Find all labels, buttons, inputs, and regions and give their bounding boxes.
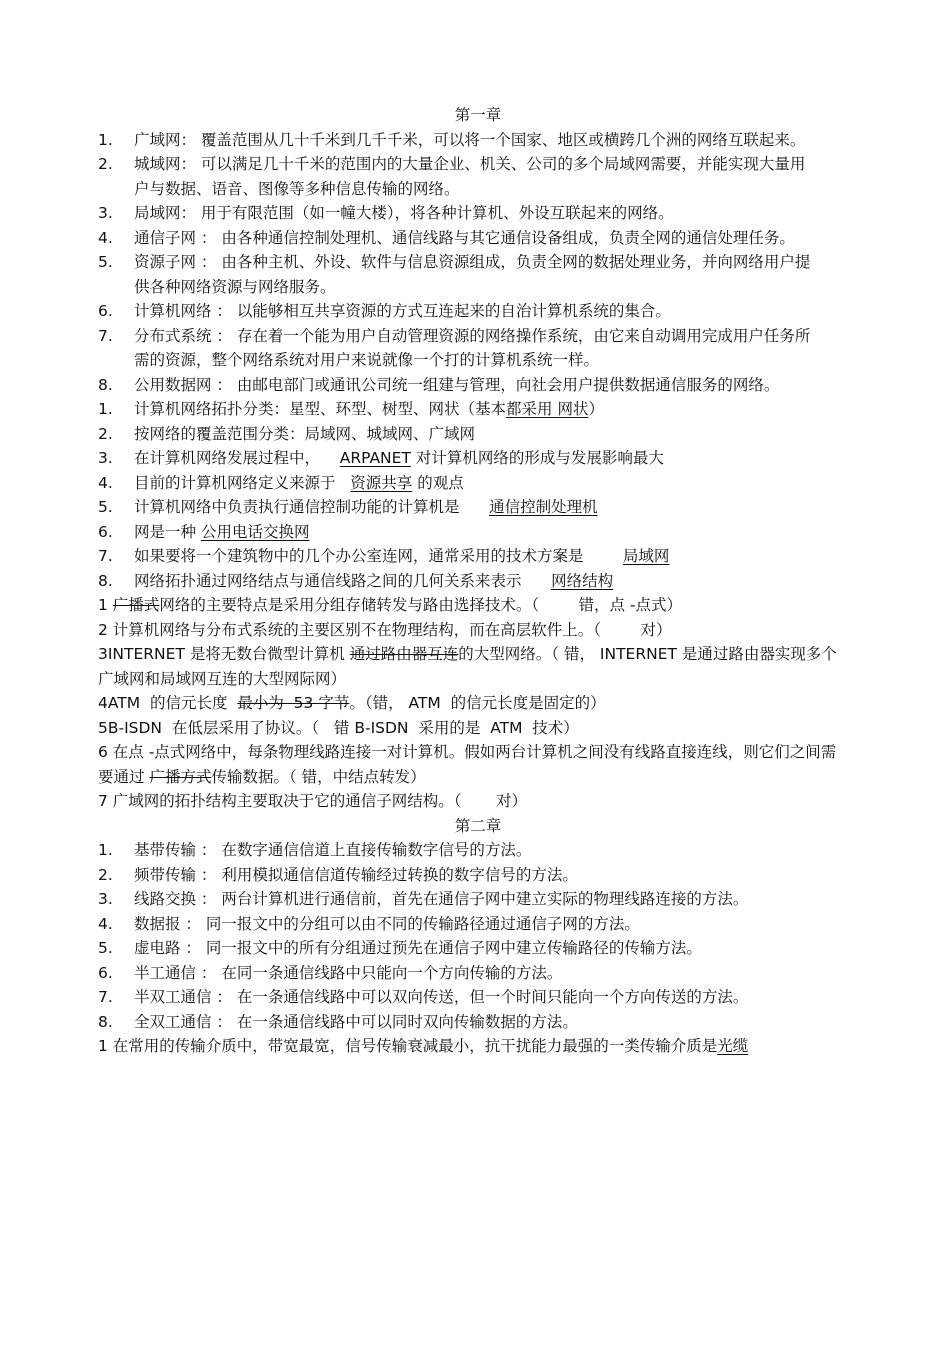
item-text: 数据报 ： 同一报文中的分组可以由不同的传输路径通过通信子网的方法。 <box>134 914 640 933</box>
list-item <box>98 936 858 961</box>
tf-item: 3INTERNET 是将无数台微型计算机 通过路由器互连的大型网络。（ 错， INTERNET 是通过路由器实现多个广域网和局域网互连的大型网际网） <box>98 645 837 688</box>
answer-underlined: 光缆 <box>717 1037 749 1055</box>
item-text: 线路交换 ： 两台计算机进行通信前，首先在通信子网中建立实际的物理线路连接的方法。 <box>134 890 749 908</box>
question-text: 网络拓扑通过网络结点与通信线路之间的几何关系来表示 <box>134 571 552 590</box>
question-text: 目前的计算机网络定义来源于 <box>134 473 351 492</box>
list-item <box>98 397 858 422</box>
item-number: 7. <box>98 547 113 565</box>
question-text: 按网络的覆盖范围分类：局域网、城域网、广域网 <box>134 424 476 443</box>
question-text: 网是一种 <box>134 522 201 541</box>
item-number: 3. <box>98 204 113 222</box>
chapter-1-definitions <box>98 128 858 398</box>
item-number: 3. <box>98 449 113 467</box>
item-number: 5. <box>98 253 113 271</box>
item-number: 2. <box>98 424 113 443</box>
list-item <box>98 373 858 398</box>
item-number: 8. <box>98 1012 113 1031</box>
struck-text: 通过路由器互连 <box>349 645 459 663</box>
answer-underlined: 通信控制处理机 <box>489 498 598 516</box>
question-tail: ） <box>588 400 604 418</box>
item-text: 城域网： 可以满足几十千米的范围内的大量企业、机关、公司的多个局域网需要，并能实现大量用户与数据、语音、图像等多种信息传输的网络。 <box>134 155 806 198</box>
answer-underlined: ARPANET <box>339 449 411 467</box>
list-item <box>98 838 858 863</box>
list-item <box>98 422 858 447</box>
list-item <box>98 226 858 251</box>
struck-text: 广播式 <box>112 596 160 614</box>
item-text: 半双工通信 ： 在一条通信线路中可以双向传送，但一个时间只能向一个方向传送的方法。 <box>134 988 749 1006</box>
item-text: 基带传输 ： 在数字通信信道上直接传输数字信号的方法。 <box>134 841 532 859</box>
list-item <box>98 471 858 496</box>
question-tail: 对计算机网络的形成与发展影响最大 <box>410 449 664 467</box>
question-text: 如果要将一个建筑物中的几个办公室连网，通常采用的技术方案是 <box>134 547 623 565</box>
item-number: 6. <box>98 302 113 320</box>
list-item <box>98 520 858 545</box>
item-number: 7. <box>98 988 113 1006</box>
answer-underlined: 局域网 <box>622 547 670 565</box>
list-item <box>98 446 858 471</box>
tf-item: 2 计算机网络与分布式系统的主要区别不在物理结构，而在高层软件上。（ 对） <box>98 620 672 639</box>
item-text: 资源子网 ： 由各种主机、外设、软件与信息资源组成，负责全网的数据处理业务，并向网络用户提供各种网络资源与网络服务。 <box>134 253 811 296</box>
question-tail: 的观点 <box>412 473 464 492</box>
item-text: 广域网： 覆盖范围从几十千米到几千千米，可以将一个国家、地区或横跨几个洲的网络互联起来。 <box>134 130 806 149</box>
item-number: 1. <box>98 400 113 418</box>
list-item <box>98 201 858 226</box>
item-number: 4. <box>98 473 113 492</box>
item-number: 4. <box>98 914 113 933</box>
list-item <box>98 985 858 1010</box>
tf-item: 4ATM 的信元长度 最小为 53 字节。（错， ATM 的信元长度是固定的） <box>98 694 606 712</box>
item-number: 3. <box>98 890 113 908</box>
list-item <box>98 863 858 888</box>
item-text: 通信子网 ： 由各种通信控制处理机、通信线路与其它通信设备组成，负责全网的通信处理任务。 <box>134 228 795 247</box>
list-item <box>98 887 858 912</box>
chapter-2-title: 第二章 <box>454 816 502 835</box>
chapter-2-definitions <box>98 838 858 1034</box>
item-number: 1. <box>98 130 113 149</box>
item-number: 4. <box>98 228 113 247</box>
item-text: 公用数据网 ： 由邮电部门或通讯公司统一组建与管理，向社会用户提供数据通信服务的网络。 <box>134 375 780 394</box>
answer-underlined: 资源共享 <box>350 473 413 492</box>
item-number: 1. <box>98 841 113 859</box>
struck-text: 广播方式 <box>149 767 212 786</box>
item-text: 半工通信 ： 在同一条通信线路中只能向一个方向传输的方法。 <box>134 963 563 982</box>
question-text: 计算机网络中负责执行通信控制功能的计算机是 <box>134 498 490 516</box>
tf-item: 1 广播式网络的主要特点是采用分组存储转发与路由选择技术。（ 错，点 -点式） <box>98 596 683 614</box>
item-text: 计算机网络 ： 以能够相互共享资源的方式互连起来的自治计算机系统的集合。 <box>134 302 671 320</box>
item-text: 局域网： 用于有限范围（如一幢大楼），将各种计算机、外设互联起来的网络。 <box>134 204 674 222</box>
answer-underlined: 公用电话交换网 <box>200 522 310 541</box>
item-text: 频带传输 ： 利用模拟通信信道传输经过转换的数字信号的方法。 <box>134 865 578 884</box>
item-text: 分布式系统 ： 存在着一个能为用户自动管理资源的网络操作系统，由它来自动调用完成用户任务所需的资源，整个网络系统对用户来说就像一个打的计算机系统一样。 <box>134 326 811 369</box>
item-text: 全双工通信 ： 在一条通信线路中可以同时双向传输数据的方法。 <box>134 1012 578 1031</box>
tf-item: 5B-ISDN 在低层采用了协议。（ 错 B-ISDN 采用的是 ATM 技术） <box>98 718 579 737</box>
list-item <box>98 250 858 299</box>
item-number: 2. <box>98 865 113 884</box>
answer-underlined: 都采用 网状 <box>506 400 589 418</box>
list-item <box>98 912 858 937</box>
list-item <box>98 324 858 373</box>
item-number: 2. <box>98 155 113 173</box>
list-item <box>98 495 858 520</box>
tf-item: 6 在点 -点式网络中，每条物理线路连接一对计算机。假如两台计算机之间没有线路直接连线，则它们之间需要通过 广播方式传输数据。（ 错，中结点转发） <box>98 743 837 786</box>
item-number: 5. <box>98 498 113 516</box>
list-item <box>98 128 858 153</box>
item-text: 虚电路 ： 同一报文中的所有分组通过预先在通信子网中建立传输路径的传输方法。 <box>134 939 702 957</box>
item-number: 7. <box>98 326 113 345</box>
list-item <box>98 961 858 986</box>
question-text: 计算机网络拓扑分类：星型、环型、树型、网状（基本 <box>134 400 507 418</box>
list-item <box>98 1010 858 1035</box>
item-number: 5. <box>98 939 113 957</box>
item-number: 6. <box>98 963 113 982</box>
list-item <box>98 544 858 569</box>
chapter-1-true-false <box>98 593 858 814</box>
item-number: 6. <box>98 522 113 541</box>
chapter-2-question-1: 1 在常用的传输介质中，带宽最宽，信号传输衰减最小，抗干扰能力最强的一类传输介质是光缆 <box>98 1037 749 1055</box>
answer-underlined: 网络结构 <box>551 571 614 590</box>
chapter-1-fill-in-questions <box>98 397 858 593</box>
item-number: 8. <box>98 571 113 590</box>
list-item <box>98 152 858 201</box>
question-text: 在计算机网络发展过程中， <box>134 449 340 467</box>
struck-text: 最小为 53 字节 <box>237 694 350 712</box>
chapter-1-title: 第一章 <box>454 106 502 124</box>
item-number: 8. <box>98 375 113 394</box>
list-item <box>98 299 858 324</box>
list-item <box>98 569 858 594</box>
tf-item: 7 广域网的拓扑结构主要取决于它的通信子网结构。（ 对） <box>98 792 528 810</box>
